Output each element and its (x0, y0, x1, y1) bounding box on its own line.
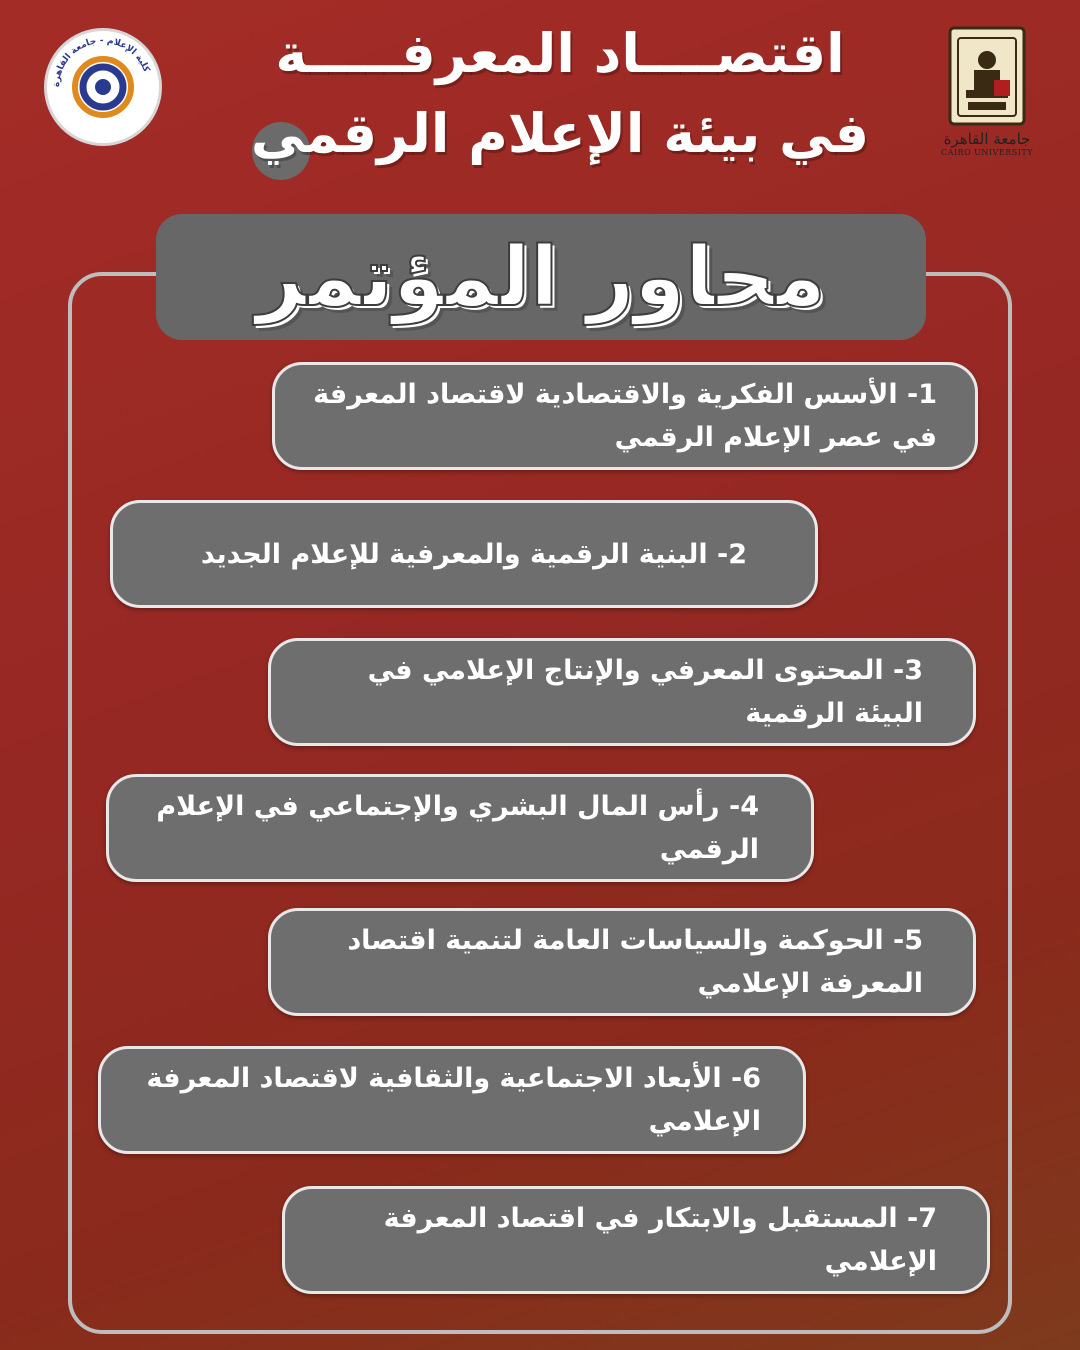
topic-card-6 (98, 1046, 806, 1154)
topic-text: 1- الأسس الفكرية والاقتصادية لاقتصاد المعرفة في عصر الإعلام الرقمي (313, 379, 937, 453)
topic-text: 4- رأس المال البشري والإجتماعي في الإعلام الرقمي (156, 791, 759, 865)
topic-text: 3- المحتوى المعرفي والإنتاج الإعلامي في البيئة الرقمية (367, 655, 923, 729)
cairo-university-logo (932, 24, 1042, 164)
page-title-line-1: اقتصــــاد المعرفـــــة (275, 22, 845, 85)
topic-card-5 (268, 908, 976, 1016)
topic-card-4 (106, 774, 814, 882)
topic-text: 2- البنية الرقمية والمعرفية للإعلام الجديد (200, 538, 747, 570)
logo-caption-english: CAIRO UNIVERSITY (941, 148, 1033, 157)
topics-banner (156, 214, 926, 340)
faculty-logo (44, 28, 162, 146)
topic-text: 6- الأبعاد الاجتماعية والثقافية لاقتصاد المعرفة الإعلامي (146, 1063, 761, 1137)
banner-title: محاور المؤتمر (256, 229, 826, 325)
topic-card-7 (282, 1186, 990, 1294)
logo-caption-arabic: جامعة القاهرة (943, 130, 1031, 148)
topic-card-2 (110, 500, 818, 608)
page-title-line-2: في بيئة الإعلام الرقمي (250, 102, 870, 165)
topic-card-3 (268, 638, 976, 746)
topic-text: 5- الحوكمة والسياسات العامة لتنمية اقتصاد المعرفة الإعلامي (347, 925, 923, 999)
topic-card-1 (272, 362, 978, 470)
svg-text:كلية الإعلام - جامعة القاهرة: كلية الإعلام - جامعة القاهرة (51, 35, 152, 88)
topic-text: 7- المستقبل والابتكار في اقتصاد المعرفة الإعلامي (383, 1203, 937, 1277)
